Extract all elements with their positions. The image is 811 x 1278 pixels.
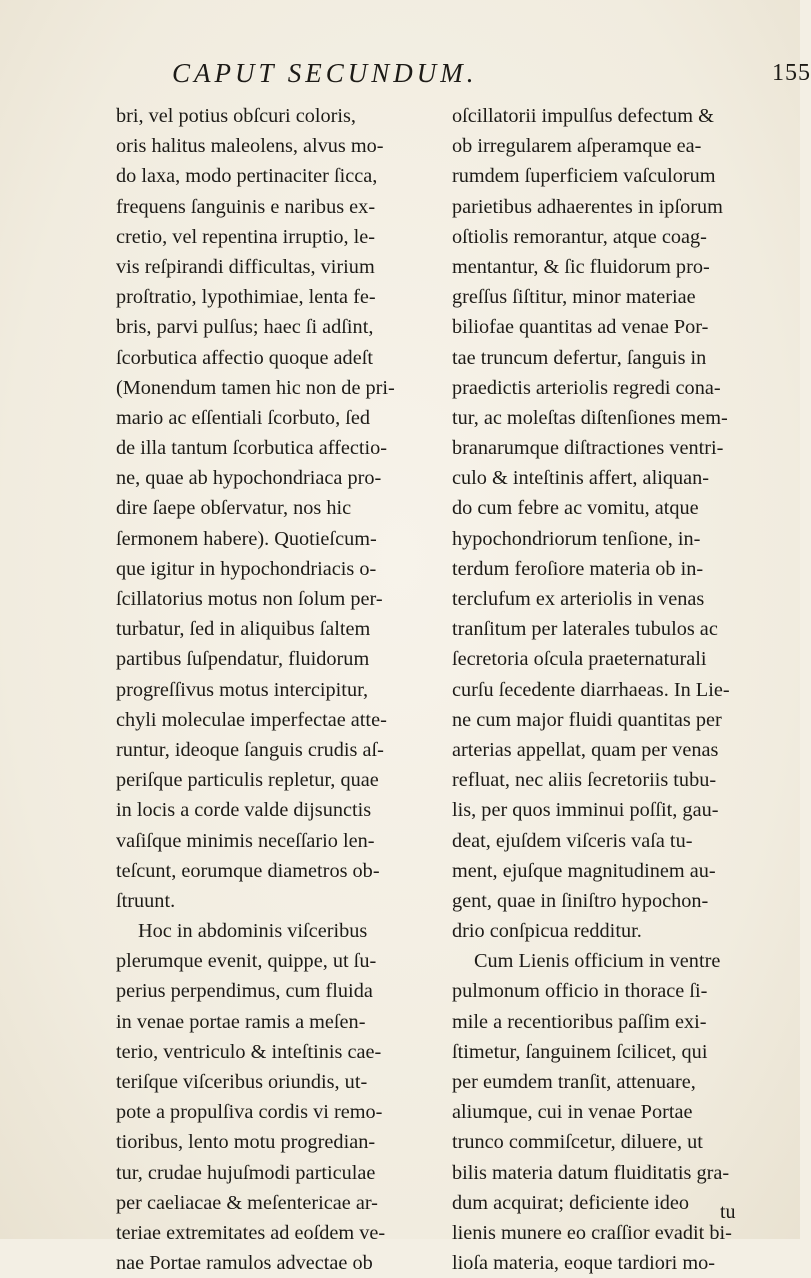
text-line: drio conſpicua redditur.	[452, 920, 642, 943]
text-line: rumdem ſuperficiem vaſculorum	[452, 165, 716, 188]
text-line: ob irregularem aſperamque ea-	[452, 135, 702, 158]
text-line: de illa tantum ſcorbutica affectio-	[116, 437, 388, 460]
text-line: ne, quae ab hypochondriaca pro-	[116, 467, 382, 490]
text-line: periſque particulis repletur, quae	[116, 769, 379, 792]
text-line: partibus ſuſpendatur, fluidorum	[116, 648, 370, 671]
text-line: trunco commiſcetur, diluere, ut	[452, 1131, 703, 1154]
text-line: terdum feroſiore materia ob in-	[452, 557, 704, 580]
text-line: vaſiſque minimis neceſſario len-	[116, 829, 375, 852]
text-line: ſcorbutica affectio quoque adeſt	[116, 346, 373, 369]
text-line: branarumque diſtractiones ventri-	[452, 437, 724, 460]
left-text-column	[116, 101, 424, 1278]
text-line: in venae portae ramis a meſen-	[116, 1010, 366, 1033]
text-line: terclufum ex arteriolis in venas	[452, 588, 705, 610]
text-line: do laxa, modo pertinaciter ſicca,	[116, 165, 378, 188]
running-head	[172, 58, 811, 94]
text-line: frequens ſanguinis e naribus ex-	[116, 195, 376, 218]
text-line: vis reſpirandi difficultas, virium	[116, 255, 375, 278]
text-line: tur, ac moleſtas diſtenſiones mem-	[452, 406, 728, 429]
text-line: ſermonem habere). Quotieſcum-	[116, 527, 377, 550]
text-line: progreſſivus motus intercipitur,	[116, 678, 369, 701]
text-line: oſtiolis remorantur, atque coag-	[452, 225, 707, 248]
text-line: ſtimetur, ſanguinem ſcilicet, qui	[452, 1040, 708, 1063]
text-line: teſcunt, eorumque diametros ob-	[116, 859, 380, 882]
text-line: culo & inteſtinis affert, aliquan-	[452, 467, 710, 490]
text-line: tioribus, lento motu progredian-	[116, 1131, 376, 1154]
text-line: mentantur, & ſic fluidorum pro-	[452, 255, 710, 278]
text-line: mile a recentioribus paſſim exi-	[452, 1010, 707, 1033]
text-line: pulmonum officio in thorace ſi-	[452, 980, 708, 1003]
text-line: lis, per quos imminui poſſit, gau-	[452, 799, 719, 822]
text-line: praedictis arteriolis regredi cona-	[452, 376, 721, 399]
text-line: gent, quae in ſiniſtro hypochon-	[452, 889, 709, 912]
text-line: que igitur in hypochondriacis o-	[116, 557, 377, 580]
page-number: 155	[772, 60, 811, 86]
text-line: ſecretoria oſcula praeternaturali	[452, 648, 707, 671]
text-line: parietibus adhaerentes in ipſorum	[452, 195, 723, 218]
text-line: pote a propulſiva cordis vi remo-	[116, 1101, 383, 1124]
text-line: tur, crudae hujuſmodi particulae	[116, 1161, 376, 1184]
text-line: ſcillatorius motus non ſolum per-	[116, 588, 383, 610]
text-line: lioſa materia, eoque tardiori mo-	[452, 1252, 715, 1275]
running-title: CAPUT SECUNDUM.	[172, 58, 478, 88]
text-line: arterias appellat, quam per venas	[452, 738, 719, 761]
text-line: tranſitum per laterales tubulos ac	[452, 618, 718, 641]
text-line: Cum Lienis officium in ventre	[474, 950, 721, 973]
text-line: refluat, nec aliis ſecretoriis tubu-	[452, 769, 717, 792]
text-line: oris halitus maleolens, alvus mo-	[116, 135, 384, 158]
text-line: teriae extremitates ad eoſdem ve-	[116, 1221, 386, 1244]
text-line: chyli moleculae imperfectae atte-	[116, 708, 387, 731]
text-line: ſtruunt.	[116, 889, 176, 912]
text-line: curſu ſecedente diarrhaeas. In Lie-	[452, 678, 730, 701]
text-line: hypochondriorum tenſione, in-	[452, 527, 701, 550]
text-line: bri, vel potius obſcuri coloris,	[116, 105, 356, 127]
text-line: biliofae quantitas ad venae Por-	[452, 316, 709, 339]
text-line: nae Portae ramulos advectae ob	[116, 1252, 373, 1275]
text-line: ment, ejuſque magnitudinem au-	[452, 859, 716, 882]
text-line: bilis materia datum fluiditatis gra-	[452, 1161, 730, 1184]
text-line: greſſus ſiſtitur, minor materiae	[452, 286, 696, 309]
text-line: do cum febre ac vomitu, atque	[452, 497, 699, 520]
text-line: in locis a corde valde dijsunctis	[116, 799, 372, 822]
text-line: dum acquirat; deficiente ideo	[452, 1191, 690, 1214]
text-line: turbatur, ſed in aliquibus ſaltem	[116, 618, 371, 641]
text-line: ne cum major fluidi quantitas per	[452, 708, 722, 731]
text-line: dire ſaepe obſervatur, nos hic	[116, 497, 352, 520]
text-line: cretio, vel repentina irruptio, le-	[116, 225, 376, 248]
text-line: aliumque, cui in venae Portae	[452, 1101, 693, 1124]
catchword: tu	[720, 1201, 736, 1223]
text-line: bris, parvi pulſus; haec ſi adſint,	[116, 316, 374, 339]
text-line: teriſque viſceribus oriundis, ut-	[116, 1071, 368, 1093]
text-line: proſtratio, lypothimiae, lenta fe-	[116, 286, 376, 309]
text-line: per eumdem tranſit, attenuare,	[452, 1071, 696, 1093]
right-text-column	[452, 101, 763, 1278]
text-line: Hoc in abdominis viſceribus	[138, 920, 368, 943]
text-line: deat, ejuſdem viſceris vaſa tu-	[452, 829, 693, 852]
text-line: per caeliacae & meſentericae ar-	[116, 1191, 378, 1214]
text-line: (Monendum tamen hic non de pri-	[116, 376, 395, 399]
text-line: tae truncum defertur, ſanguis in	[452, 346, 707, 369]
text-line: plerumque evenit, quippe, ut ſu-	[116, 950, 377, 973]
text-line: perius perpendimus, cum fluida	[116, 980, 373, 1003]
text-line: terio, ventriculo & inteſtinis cae-	[116, 1040, 382, 1063]
text-line: mario ac eſſentiali ſcorbuto, ſed	[116, 406, 370, 429]
text-line: lienis munere eo craſſior evadit bi-	[452, 1221, 732, 1244]
text-line: oſcillatorii impulſus defectum &	[452, 105, 714, 127]
text-line: runtur, ideoque ſanguis crudis aſ-	[116, 738, 384, 761]
